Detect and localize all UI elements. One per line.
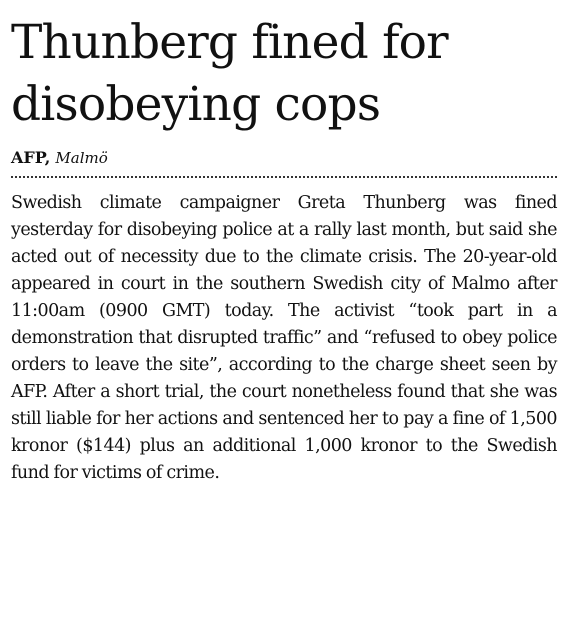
article-body: Swedish climate campaigner Greta Thunberg was fined yesterday for disobeying police at a rally last month, but said she acted out of necessity due to the climate crisis. The 20-year-old appeared in court in the southern Swedish city of Malmo after 11:00am (0900 GMT) today. The activist “took part in a demonstration that disrupted traffic” and “refused to obey police orders to leave the site”, according to the charge sheet seen by AFP. After a short trial, the court nonetheless found that she was still liable for her actions and sentenced her to pay a fine of 1,500 kronor ($144) plus an additional 1,000 kronor to the Swedish fund for victims of crime. bbox=[11, 193, 557, 483]
headline: Thunberg fined for disobeying cops bbox=[11, 15, 448, 132]
news-article bbox=[11, 12, 557, 487]
byline-location: Malmö bbox=[55, 149, 108, 167]
dotted-divider bbox=[11, 176, 557, 178]
byline-agency: AFP, bbox=[11, 148, 51, 167]
byline bbox=[11, 148, 557, 168]
